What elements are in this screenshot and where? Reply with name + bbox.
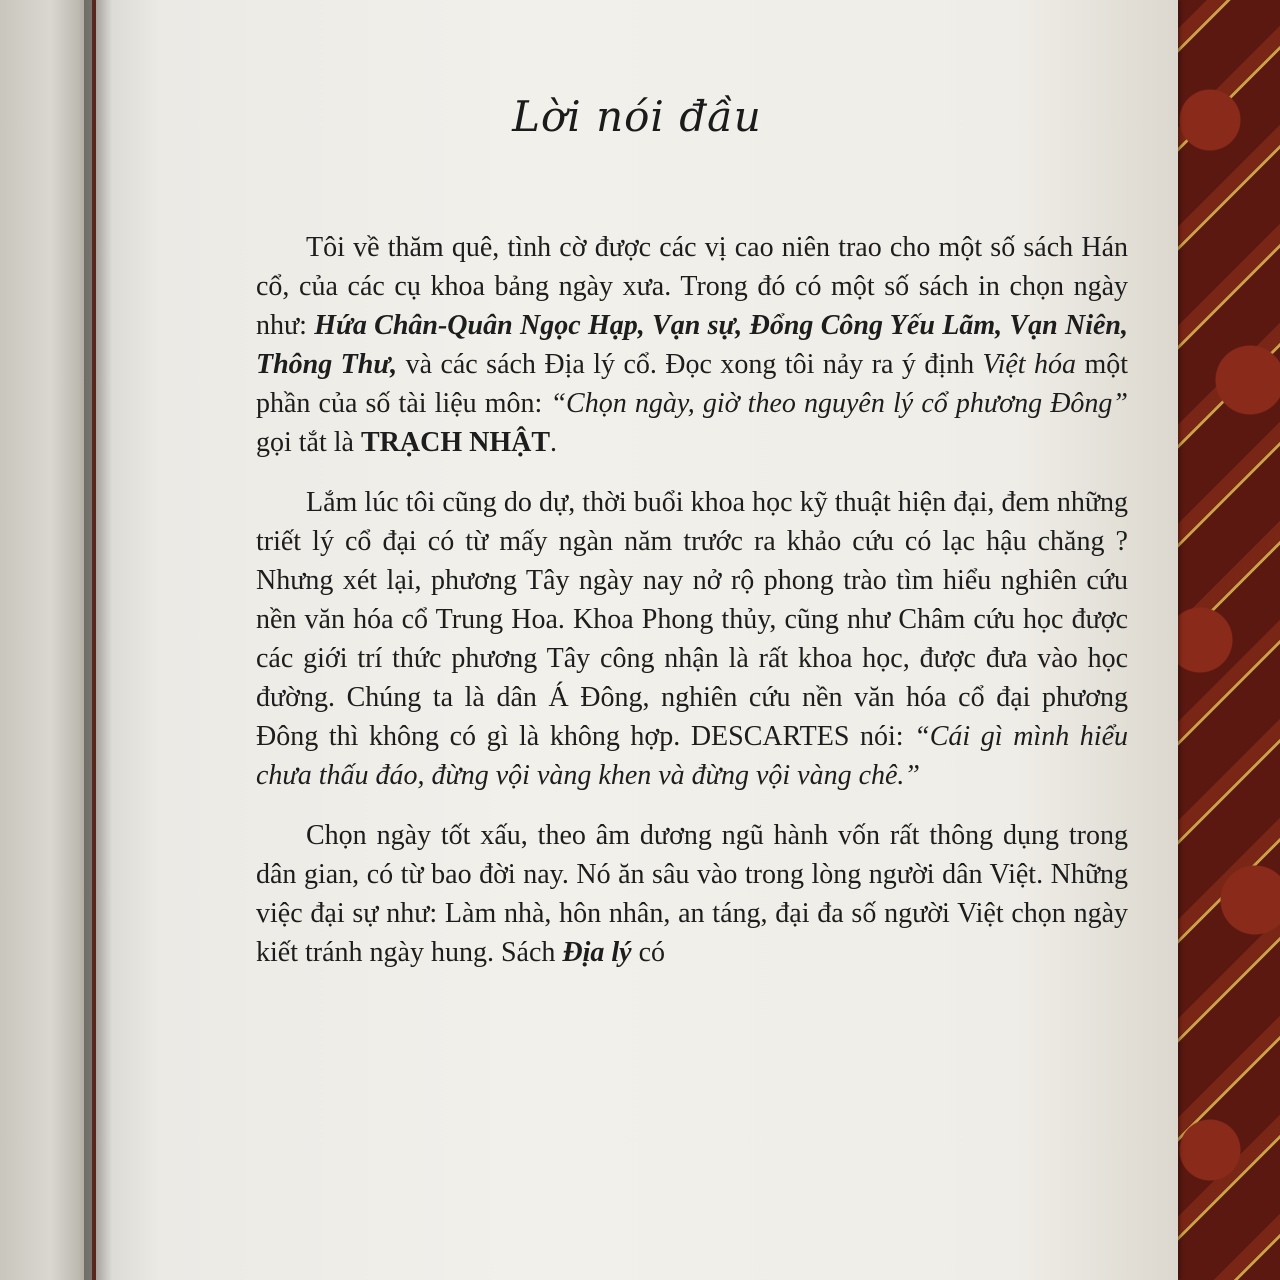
p1-text-2: và các sách Địa lý cổ. Đọc xong tôi nảy ra ý định (397, 349, 983, 380)
paragraph-2 (256, 483, 1128, 795)
facing-page (0, 0, 92, 1280)
p3-bold-term: Địa lý (562, 937, 632, 968)
book-page (96, 0, 1178, 1280)
p1-quote: “Chọn ngày, giờ theo nguyên lý cổ phương Đông” (550, 388, 1128, 419)
tablecloth-background (1170, 0, 1280, 1280)
p1-text-4: gọi tắt là (256, 427, 361, 458)
p2-quote: “Cái gì mình hiểu chưa thấu đáo, đừng vội vàng khen và đừng vội vàng chê.” (256, 721, 1128, 791)
p2-text-1: Lắm lúc tôi cũng do dự, thời buổi khoa học kỹ thuật hiện đại, đem những triết lý cổ đại có từ mấy ngàn năm trước ra khảo cứu có lạc hậu chăng ? Nhưng xét lại, phương Tây ngày nay nở rộ phong trào tìm hiểu nghiên cứu nền văn hóa cổ Trung Hoa. Khoa Phong thủy, cũng như Châm cứu học được các giới trí thức phương Tây công nhận là rất khoa học, được đưa vào học đường. Chúng ta là dân Á Đông, nghiên cứu nền văn hóa cổ đại phương Đông thì không có gì là không hợp. DESCARTES nói: (256, 487, 1128, 752)
p3-text-1: Chọn ngày tốt xấu, theo âm dương ngũ hành vốn rất thông dụng trong dân gian, có từ bao đời nay. Nó ăn sâu vào trong lòng người dân Việt. Những việc đại sự như: Làm nhà, hôn nhân, an táng, đại đa số người Việt chọn ngày kiết tránh ngày hung. Sách (256, 820, 1128, 968)
p1-book-titles: Hứa Chân-Quân Ngọc Hạp, Vạn sự, Đổng Công Yếu Lãm, Vạn Niên, Thông Thư, (256, 310, 1128, 380)
p1-italic-1: Việt hóa (982, 349, 1076, 380)
paragraph-1 (256, 228, 1128, 462)
paragraph-3 (256, 816, 1128, 972)
p1-text-5: . (550, 427, 557, 458)
p1-bold-term: TRẠCH NHẬT (360, 427, 550, 458)
page-title: Lời nói đầu (512, 92, 762, 141)
page-body (256, 228, 1128, 993)
p1-text-1: Tôi về thăm quê, tình cờ được các vị cao niên trao cho một số sách Hán cổ, của các cụ khoa bảng ngày xưa. Trong đó có một số sách in chọn ngày như: (256, 232, 1128, 341)
p3-text-2: có (631, 937, 666, 968)
gutter-shadow (84, 0, 112, 1280)
p1-text-3: một phần của số tài liệu môn: (256, 349, 1128, 419)
